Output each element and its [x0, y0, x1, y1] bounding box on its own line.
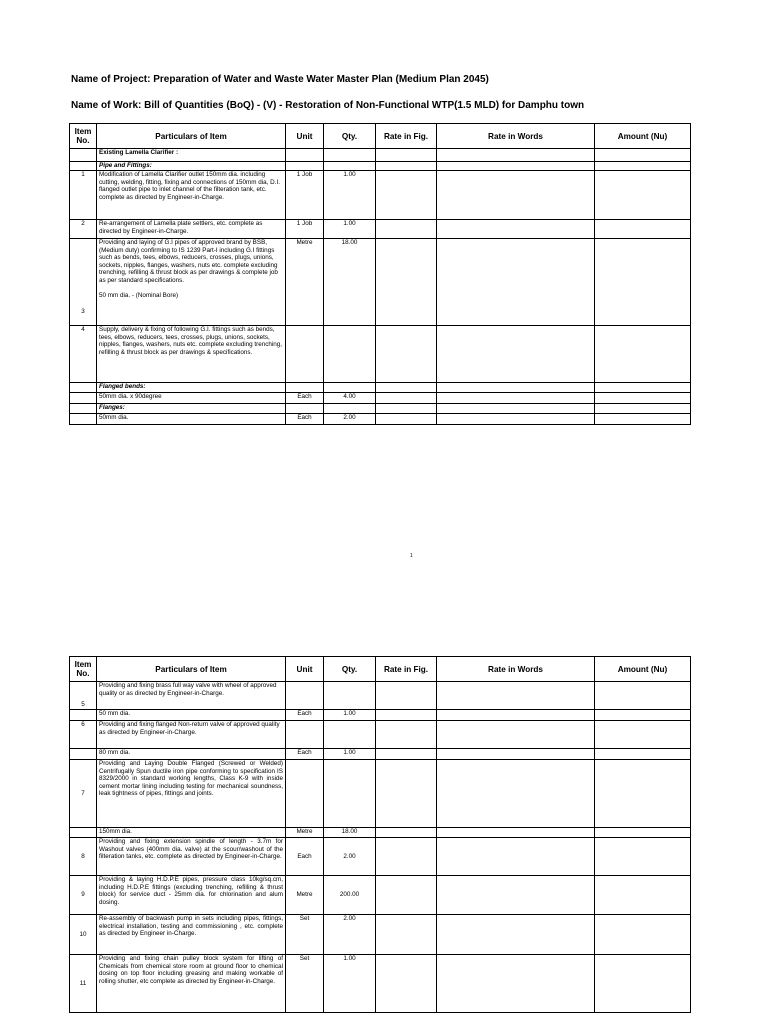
project-name: Name of Project: Preparation of Water and Waste Water Master Plan (Medium Plan 2045)	[71, 74, 489, 85]
col-unit: Unit	[286, 124, 324, 149]
item-unit: Metre	[286, 239, 324, 326]
item-no: 5	[70, 682, 97, 710]
item-unit: 1 Job	[286, 171, 324, 220]
table-row	[70, 414, 691, 425]
subsection-title: Flanged bends:	[97, 383, 286, 393]
item-qty: 1.00	[324, 955, 376, 1013]
item-desc: Supply, delivery & fixing of following G.I. fittings such as bends, tees, elbows, reducers, tees, crosses, plugs, unions, sockets, nipples, flanges, washers, nuts etc. complete excluding trenching, refilling & thrust block as per drawings & specifications.	[97, 326, 286, 383]
item-unit: Each	[286, 414, 324, 425]
item-no: 10	[70, 915, 97, 955]
col-qty: Qty.	[324, 124, 376, 149]
col-rate-words: Rate in Words	[437, 657, 595, 682]
item-desc: Providing and fixing flanged Non-return valve of approved quality as directed by Engineer-in-Charge.	[97, 721, 286, 749]
item-qty: 18.00	[324, 828, 376, 838]
table-row	[70, 162, 691, 171]
table-row	[70, 383, 691, 393]
subsection-title: Pipe and Fittings:	[97, 162, 286, 171]
table-row	[70, 838, 691, 876]
item-desc: Providing and fixing brass full way valve with wheel of approved quality or as directed by Engineer-in-Charge.	[97, 682, 286, 710]
item-qty: 1.00	[324, 220, 376, 239]
col-rate-fig: Rate in Fig.	[376, 124, 437, 149]
item-unit: Set	[286, 955, 324, 1013]
table-row	[70, 721, 691, 749]
item-qty: 2.00	[324, 414, 376, 425]
item-qty: 200.00	[324, 876, 376, 915]
item-sub: 150mm dia.	[97, 828, 286, 838]
boq-table-2	[69, 656, 691, 1013]
col-particulars: Particulars of Item	[97, 657, 286, 682]
table-row	[70, 955, 691, 1013]
subsection-title: Flanges:	[97, 404, 286, 414]
col-item-no: Item No.	[70, 657, 97, 682]
table-row	[70, 220, 691, 239]
col-rate-fig: Rate in Fig.	[376, 657, 437, 682]
table-row	[70, 404, 691, 414]
table-header-row	[70, 657, 691, 682]
table-row	[70, 393, 691, 404]
table-row	[70, 749, 691, 760]
item-no: 3	[70, 239, 97, 326]
item-qty: 4.00	[324, 393, 376, 404]
item-unit: Metre	[286, 876, 324, 915]
item-desc: Re-assembly of backwash pump in sets including pipes, fittings, electrical installation, testing and commissioning , etc. complete as directed by Engineer in-Charge.	[97, 915, 286, 955]
item-desc	[97, 239, 286, 326]
table-row	[70, 876, 691, 915]
item-desc: 50mm dia.	[97, 414, 286, 425]
item-unit: Each	[286, 710, 324, 721]
item-qty: 2.00	[324, 915, 376, 955]
item-qty: 1.00	[324, 749, 376, 760]
item-desc: Providing & laying H.D.P.E pipes, pressure class 10kg/sq.cm, including H.D.P.E fittings (excluding trenching, refilling & thrust block) for service duct - 25mm dia. for chlorination and alum dosing.	[97, 876, 286, 915]
page-mark: 1	[410, 553, 413, 559]
item-desc: Providing and Laying Double Flanged (Screwed or Welded) Centrifugally Spun ductile iron pipe conforming to specification IS 8329/2000 in standard working lengths, Class K-9 with inside cement mortar lining including testing for mechanical soundness, leak tightness of pipes, fittings and joints.	[97, 760, 286, 828]
item-qty: 1.00	[324, 710, 376, 721]
item-desc: Re-arrangement of Lamella plate settlers, etc. complete as directed by Engineer-in-Charge.	[97, 220, 286, 239]
item-no: 6	[70, 721, 97, 749]
item-desc: Providing and fixing chain pulley block system for lifting of Chemicals from chemical store room at ground floor to chemical dosing on top floor including greasing and making workable of rolling shutter, etc complete as directed by Engineer-in-Charge.	[97, 955, 286, 1013]
col-amount: Amount (Nu)	[595, 124, 691, 149]
table-row	[70, 915, 691, 955]
item-no: 1	[70, 171, 97, 220]
table-row	[70, 326, 691, 383]
col-amount: Amount (Nu)	[595, 657, 691, 682]
col-qty: Qty.	[324, 657, 376, 682]
col-unit: Unit	[286, 657, 324, 682]
item-qty: 18.00	[324, 239, 376, 326]
item-no: 7	[70, 760, 97, 828]
item-desc-text: Providing and laying of G.I pipes of approved brand by BSB, (Medium duty) confirming to IS 1239 Part-I including G.I fittings such as bends, tees, elbows, reducers, crosses, plugs, unions, sockets, nipples, flanges, washers, nuts etc. complete excluding trenching, refilling & thrust block as per drawings & complete job as per standard specifications.	[99, 239, 278, 284]
item-no: 9	[70, 876, 97, 915]
table-row	[70, 828, 691, 838]
item-no: 8	[70, 838, 97, 876]
item-no: 4	[70, 326, 97, 383]
item-sub: 50 mm dia.	[97, 710, 286, 721]
table-row	[70, 760, 691, 828]
item-unit: Set	[286, 915, 324, 955]
table-row	[70, 710, 691, 721]
item-no: 11	[70, 955, 97, 1013]
table-row	[70, 149, 691, 162]
item-unit: Each	[286, 393, 324, 404]
item-unit: Each	[286, 749, 324, 760]
item-desc: 50mm dia. x 90degree	[97, 393, 286, 404]
table-row	[70, 682, 691, 710]
col-item-no: Item No.	[70, 124, 97, 149]
item-no: 2	[70, 220, 97, 239]
item-unit: Each	[286, 838, 324, 876]
item-desc: Providing and fixing extension spindle of length - 3.7m for Washout valves (400mm dia. valve) at the scour/washout of the filteration tanks, etc. complete as directed by Engineer-in-Charge.	[97, 838, 286, 876]
table-row	[70, 239, 691, 326]
col-rate-words: Rate in Words	[437, 124, 595, 149]
work-name: Name of Work: Bill of Quantities (BoQ) - (V) - Restoration of Non-Functional WTP(1.5 MLD) for Damphu town	[71, 100, 585, 111]
table-row	[70, 171, 691, 220]
item-qty: 1.00	[324, 171, 376, 220]
item-unit: 1 Job	[286, 220, 324, 239]
section-title: Existing Lamella Clarifier :	[97, 149, 286, 162]
col-particulars: Particulars of Item	[97, 124, 286, 149]
item-sub: 80 mm dia.	[97, 749, 286, 760]
boq-table-1	[69, 123, 691, 425]
item-sub: 50 mm dia. - (Nominal Bore)	[99, 291, 179, 299]
item-desc: Modification of Lamella Clarifier outlet 150mm dia. including cutting, welding, fitting, fixing and connections of 150mm dia, D.I. flanged outlet pipe to inlet channel of the filteration tank, etc. complete as directed by Engineer-in-Charge.	[97, 171, 286, 220]
item-qty: 2.00	[324, 838, 376, 876]
table-header-row	[70, 124, 691, 149]
item-unit: Metre	[286, 828, 324, 838]
